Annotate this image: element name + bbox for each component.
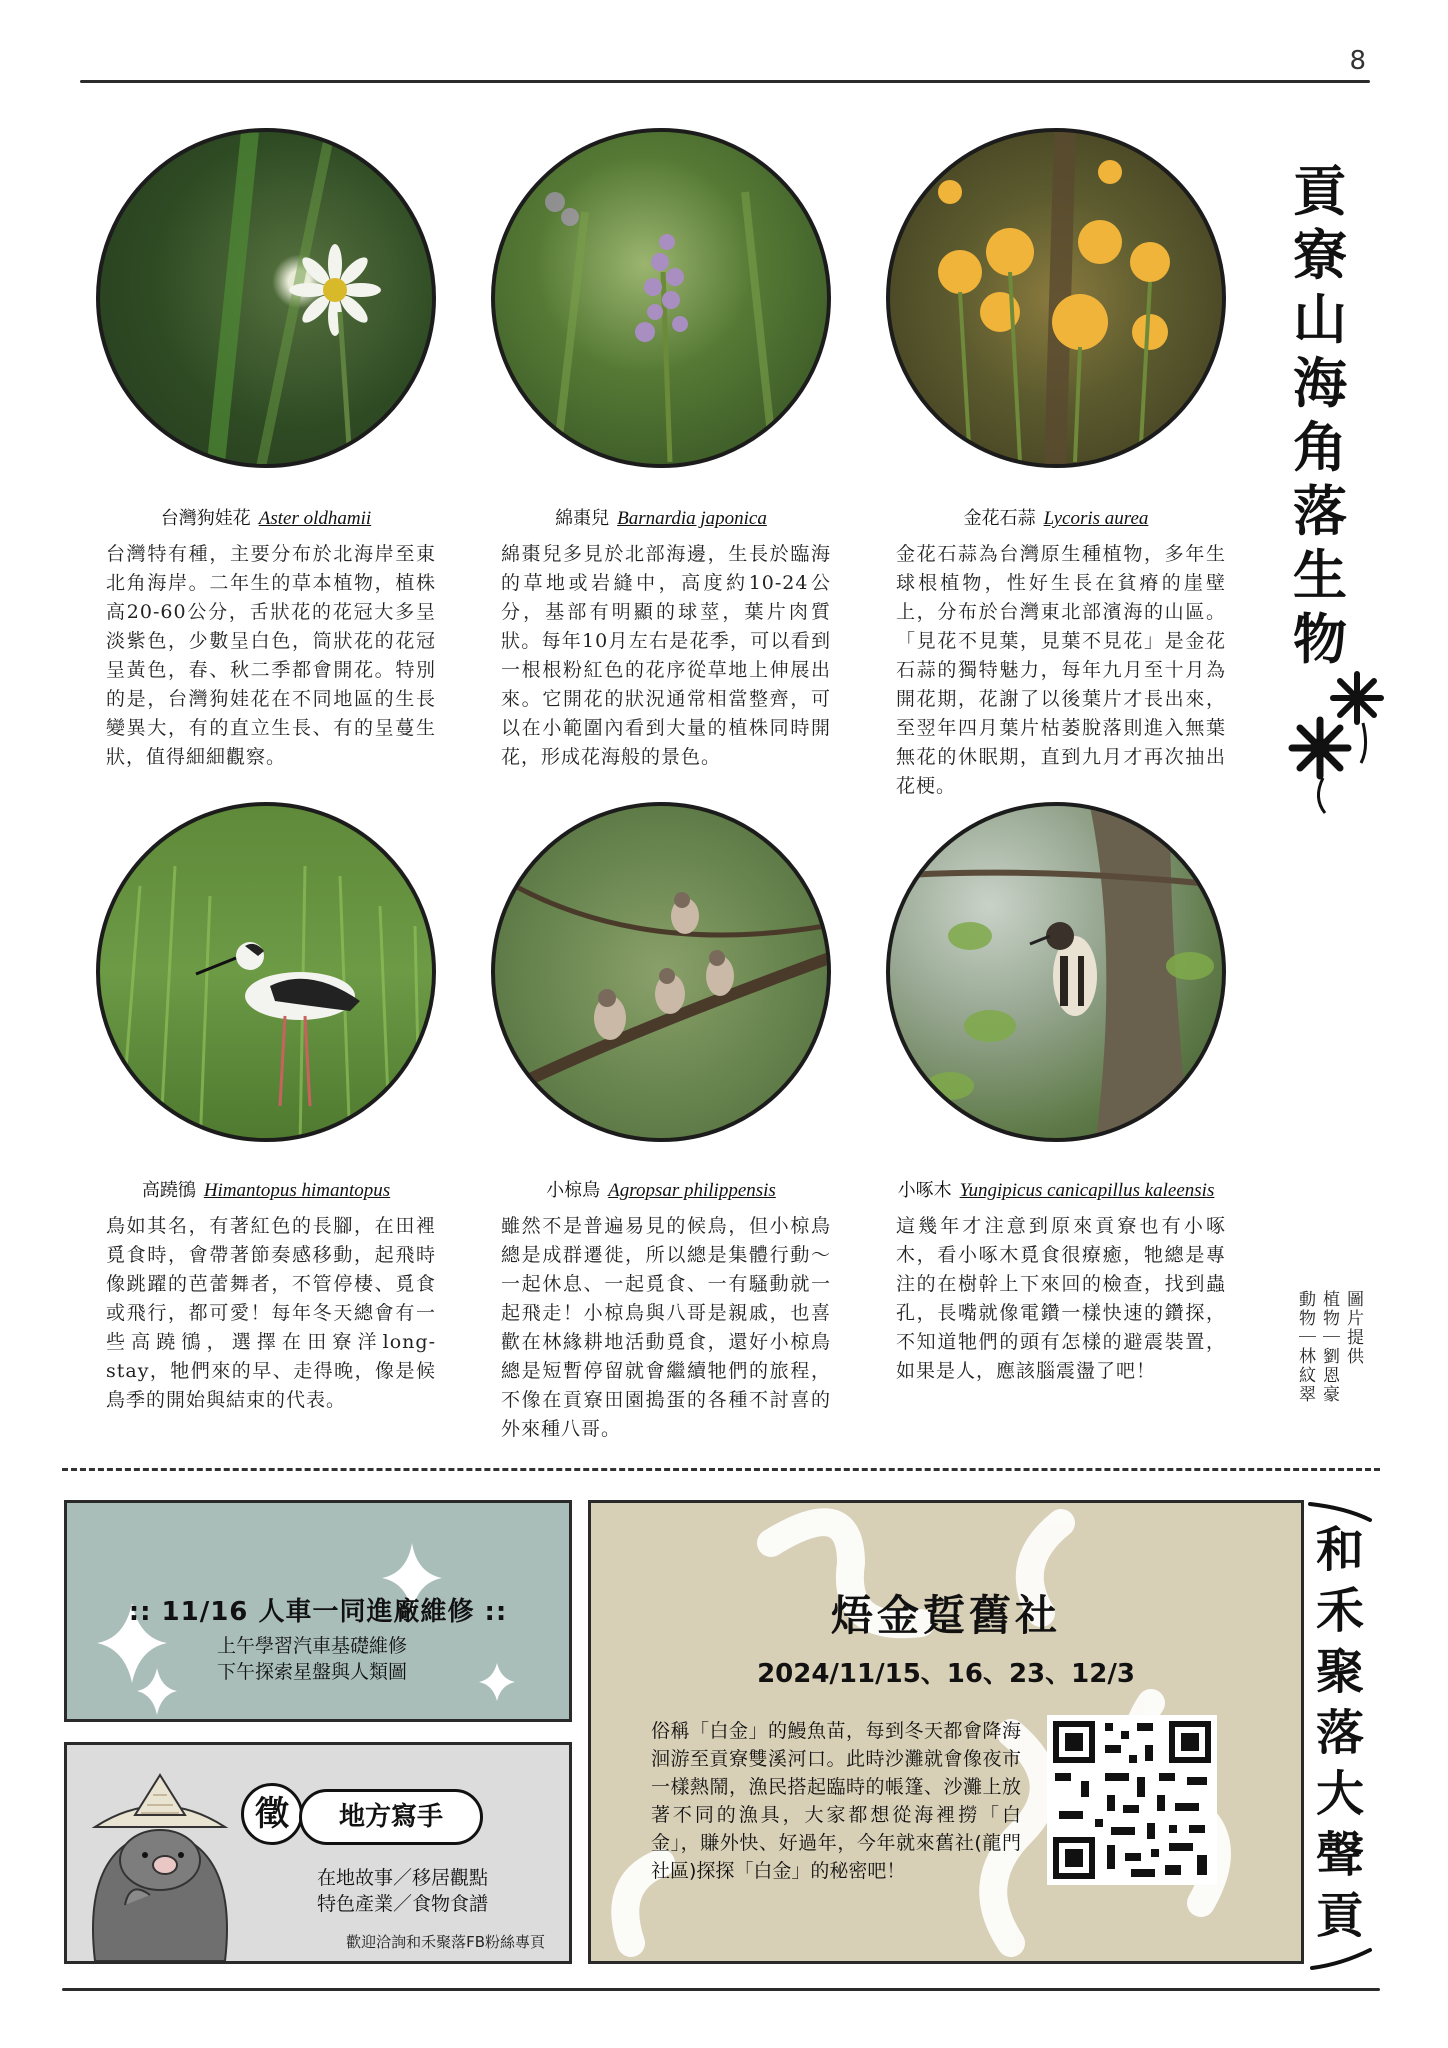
event-details [217,1633,407,1685]
feature-text: 俗稱「白金」的鰻魚苗，每到冬天都會降海洄游至貢寮雙溪河口。此時沙灘就會像夜市一樣熱鬧，漁民搭起臨時的帳篷、沙灘上放著不同的漁具，大家都想從海裡撈「白金」，賺外快、好過年，今年就來舊社(龍門社區)探探「白金」的秘密吧！ [651,1720,1021,1882]
footer-rule [62,1988,1380,1991]
recruit-line-1: 在地故事／移居觀點 [317,1867,489,1889]
species-sci-name: Yungipicus canicapillus kaleensis [959,1180,1215,1201]
desc-aster: 台灣特有種，主要分布於北海岸至東北角海岸。二年生的草本植物，植株高20-60公分，舌狀花的花冠大多呈淡紫色，少數呈白色，筒狀花的花冠呈黃色，春、秋二季都會開花。特別的是，台灣狗娃花在不同地區的生長變異大，有的直立生長、有的呈蔓生狀，值得細細觀察。 [106,543,436,768]
photo-credits [1293,1290,1365,1450]
caption-barnardia [471,504,851,530]
species-name: 綿棗兒 [555,508,610,529]
credit-line-1: 圖片提供 [1343,1290,1363,1366]
desc-yungipicus: 這幾年才注意到原來貢寮也有小啄木，看小啄木覓食很療癒，牠總是專注的在樹幹上下來回的檢查，找到蟲孔，長嘴就像電鑽一樣快速的鑽探，不知道牠們的頭有怎樣的避震裝置，如果是人，應該腦震盪了吧！ [896,1215,1226,1382]
caption-aster [76,504,456,530]
event-box [64,1500,572,1722]
event-title: :: 11/16 人車一同進廠維修 :: [128,1597,508,1627]
recruit-badge: 徵 [241,1783,303,1845]
credit-line-2: 植物｜劉恩豪 [1319,1290,1339,1404]
feature-title: 焐金踅舊社 [830,1591,1061,1640]
caption-himantopus [76,1176,456,1202]
bracket-bottom-icon [1306,1944,1376,1974]
recruit-note: 歡迎洽詢和禾聚落FB粉絲專頁 [346,1933,545,1951]
recruit-box [64,1742,572,1964]
event-line-1: 上午學習汽車基礎維修 [217,1635,408,1657]
caption-yungipicus [856,1176,1256,1202]
species-name: 高蹺鴴 [141,1180,196,1201]
credit-line-3: 動物｜林紋翠 [1295,1290,1315,1404]
species-sci-name: Himantopus himantopus [203,1180,391,1201]
species-name: 金花石蒜 [963,508,1036,529]
desc-lycoris: 金花石蒜為台灣原生種植物，多年生球根植物，性好生長在貧瘠的崖壁上，分布於台灣東北部濱海的山區。「見花不見葉，見葉不見花」是金花石蒜的獨特魅力，每年九月至十月為開花期，花謝了以後葉片才長出來，至翌年四月葉片枯萎脫落則進入無葉無花的休眠期，直到九月才再次抽出花梗。 [896,543,1226,797]
species-sci-name: Lycoris aurea [1043,508,1149,529]
species-sci-name: Agropsar philippensis [608,1180,776,1201]
photo-agropsar [491,802,831,1142]
header-rule [80,80,1370,83]
species-sci-name: Barnardia japonica [617,508,767,529]
feature-box [588,1500,1304,1964]
desc-barnardia: 綿棗兒多見於北部海邊，生長於臨海的草地或岩縫中，高度約10-24公分，基部有明顯的球莖，葉片肉質狀。每年10月左右是花季，可以看到一根根粉紅色的花序從草地上伸展出來。它開花的狀況通常相當整齊，可以在小範圍內看到大量的植株同時開花，形成花海般的景色。 [501,543,831,768]
photo-aster-oldhamii [96,128,436,468]
caption-agropsar [471,1176,851,1202]
species-name: 小啄木 [897,1180,952,1201]
species-name: 台灣狗娃花 [160,508,251,529]
community-title: 和禾聚落大聲貢 [1315,1522,1364,1944]
photo-lycoris-aurea [886,128,1226,468]
species-name: 小椋鳥 [546,1180,601,1201]
section-title: 貢寮山海角落生物 [1293,160,1347,671]
photo-yungipicus [886,802,1226,1142]
recruit-topics [317,1865,488,1917]
caption-lycoris [866,504,1246,530]
recruit-line-2: 特色產業／食物食譜 [317,1893,489,1915]
species-sci-name: Aster oldhamii [258,508,372,529]
qr-code-icon[interactable] [1047,1715,1217,1885]
section-divider [62,1468,1380,1471]
event-line-2: 下午探索星盤與人類圖 [217,1661,408,1683]
photo-barnardia-japonica [491,128,831,468]
recruit-title: 地方寫手 [299,1789,483,1845]
feature-dates: 2024/11/15、16、23、12/3 [757,1659,1135,1689]
flower-doodle-icon [1285,668,1395,818]
desc-himantopus: 鳥如其名，有著紅色的長腳，在田裡覓食時，會帶著節奏感移動，起飛時像跳躍的芭蕾舞者，不管停棲、覓食或飛行，都可愛！每年冬天總會有一些高蹺鴴，選擇在田寮洋long-stay，牠們來的早、走得晚，像是候鳥季的開始與結束的代表。 [106,1215,436,1411]
desc-agropsar: 雖然不是普遍易見的候鳥，但小椋鳥總是成群遷徙，所以總是集體行動～一起休息、一起覓食、一有騷動就一起飛走！小椋鳥與八哥是親戚，也喜歡在林緣耕地活動覓食，還好小椋鳥總是短暫停留就會繼續牠們的旅程，不像在貢寮田園搗蛋的各種不討喜的外來種八哥。 [501,1215,831,1440]
photo-himantopus [96,802,436,1142]
page-number: 8 [1349,46,1366,76]
